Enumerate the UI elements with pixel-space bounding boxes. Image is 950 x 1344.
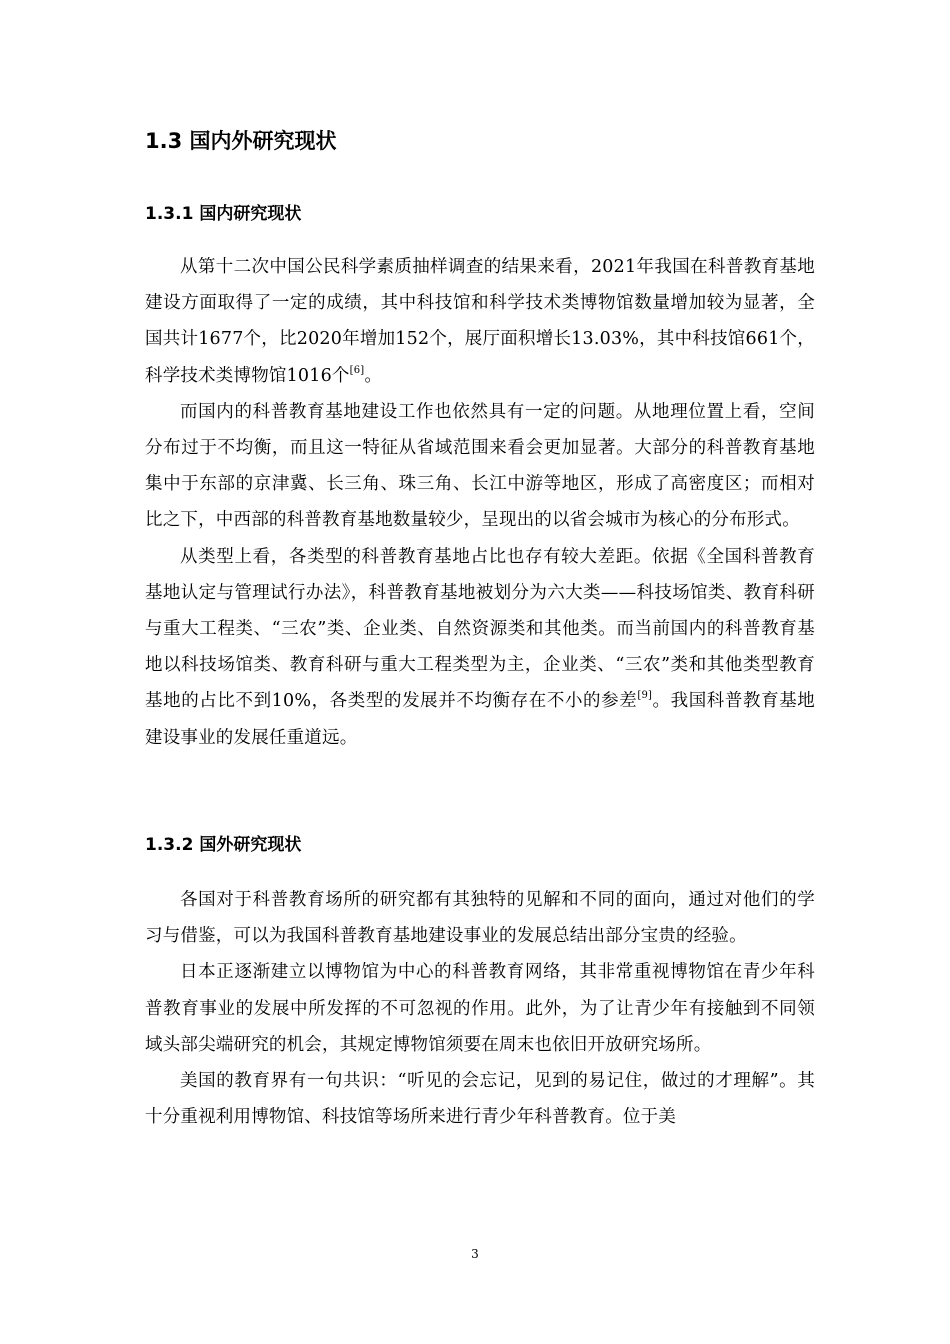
subsection-heading-domestic: 1.3.1 国内研究现状	[145, 204, 302, 224]
domestic-paragraph-1-text: 从第十二次中国公民科学素质抽样调查的结果来看，2021年我国在科普教育基地建设方面取得了一定的成绩，其中科技馆和科学技术类博物馆数量增加较为显著，全国共计1677个，比2020年增加152个，展厅面积增长13.03%，其中科技馆661个，科学技术类博物馆1016个	[145, 257, 815, 386]
subsection-heading-foreign: 1.3.2 国外研究现状	[145, 835, 302, 855]
domestic-paragraph-1-tail: 。	[364, 365, 383, 386]
domestic-paragraph-1	[145, 249, 815, 394]
foreign-paragraph-1: 各国对于科普教育场所的研究都有其独特的见解和不同的面向，通过对他们的学习与借鉴，可以为我国科普教育基地建设事业的发展总结出部分宝贵的经验。	[145, 890, 815, 947]
citation-6: [6]	[349, 364, 365, 376]
domestic-paragraph-2: 而国内的科普教育基地建设工作也依然具有一定的问题。从地理位置上看，空间分布过于不均衡，而且这一特征从省域范围来看会更加显著。大部分的科普教育基地集中于东部的京津冀、长三角、珠三角、长江中游等地区，形成了高密度区；而相对比之下，中西部的科普教育基地数量较少，呈现出的以省会城市为核心的分布形式。	[145, 401, 815, 531]
citation-9: [9]	[637, 690, 653, 702]
foreign-section-body	[145, 882, 815, 1135]
section-heading: 1.3 国内外研究现状	[145, 129, 337, 153]
domestic-section-body	[145, 249, 815, 756]
domestic-paragraph-3-text: 从类型上看，各类型的科普教育基地占比也存有较大差距。依据《全国科普教育基地认定与管理试行办法》，科普教育基地被划分为六大类——科技场馆类、教育科研与重大工程类、“三农”类、企业类、自然资源类和其他类。而当前国内的科普教育基地以科技场馆类、教育科研与重大工程类型为主，企业类、“三农”类和其他类型教育基地的占比不到10%，各类型的发展并不均衡存在不小的参差	[145, 546, 815, 712]
domestic-paragraph-3-tail: 。我国科普教育基地建设事业的发展任重道远。	[145, 691, 815, 748]
domestic-paragraph-3	[145, 539, 815, 756]
foreign-paragraph-3: 美国的教育界有一句共识：“听见的会忘记，见到的易记住，做过的才理解”。其十分重视利用博物馆、科技馆等场所来进行青少年科普教育。位于美	[145, 1071, 815, 1128]
foreign-paragraph-2: 日本正逐渐建立以博物馆为中心的科普教育网络，其非常重视博物馆在青少年科普教育事业的发展中所发挥的不可忽视的作用。此外，为了让青少年有接触到不同领域头部尖端研究的机会，其规定博物馆须要在周末也依旧开放研究场所。	[145, 962, 815, 1055]
page-number: 3	[471, 1247, 479, 1261]
